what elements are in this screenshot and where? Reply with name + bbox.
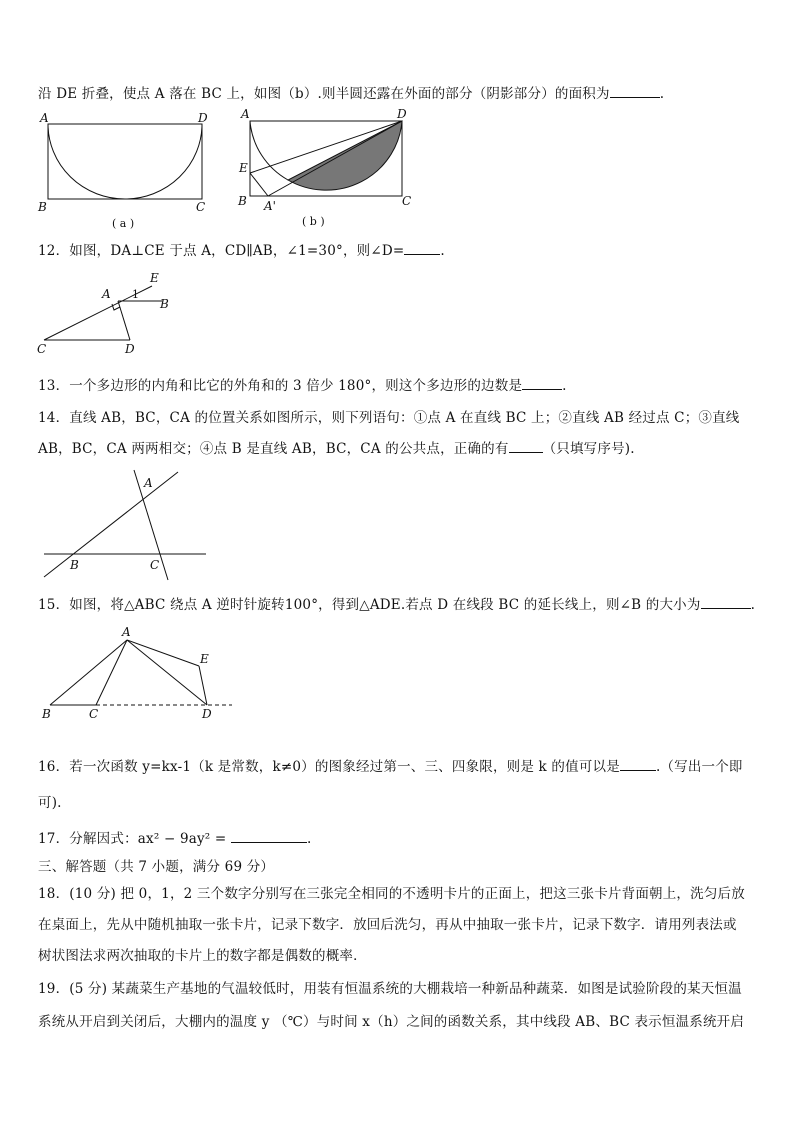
q18-line1: 18．(10 分) 把 0，1，2 三个数字分别写在三张完全相同的不透明卡片的正面上，把这三张卡片背面朝上，洗匀后放 bbox=[38, 886, 745, 902]
fig12-label-E: E bbox=[150, 271, 159, 285]
q17-text-before: 17．分解因式：ax² − 9ay² = bbox=[38, 831, 227, 847]
fig12-angle-1: 1 bbox=[132, 288, 139, 301]
q18-line2: 在桌面上，先从中随机抽取一张卡片，记录下数字．放回后洗匀，再从中抽取一张卡片，记录下数字．请用列表法或 bbox=[38, 917, 737, 933]
q15-text-after: . bbox=[750, 597, 756, 613]
figure-11b bbox=[236, 108, 426, 232]
fig11b-label-C: C bbox=[402, 194, 412, 208]
fig11a-label-C: C bbox=[196, 200, 206, 214]
q12-text bbox=[38, 239, 445, 259]
fig14-label-A: A bbox=[144, 476, 153, 490]
q12-text-before: 12．如图，DA⊥CE 于点 A，CD∥AB，∠1=30°，则∠D= bbox=[38, 243, 405, 259]
section-3-title: 三、解答题（共 7 小题，满分 69 分） bbox=[38, 859, 275, 875]
figure-11a bbox=[36, 110, 216, 230]
q15-text-before: 15．如图，将△ABC 绕点 A 逆时针旋转100°，得到△ADE.若点 D 在线段 BC 的延长线上，则∠B 的大小为 bbox=[38, 597, 701, 613]
answer-blank bbox=[522, 377, 562, 390]
figure-15 bbox=[36, 624, 246, 724]
q19-line1: 19．(5 分) 某蔬菜生产基地的气温较低时，用装有恒温系统的大棚栽培一种新品种蔬菜．如图是试验阶段的某天恒温 bbox=[38, 981, 742, 997]
fig11b-label-A: A bbox=[241, 107, 250, 121]
fig11b-label-A-prime: A' bbox=[264, 199, 276, 213]
fig11a-label-A: A bbox=[40, 111, 49, 125]
fig11b-label-B: B bbox=[238, 194, 247, 208]
fig12-label-A: A bbox=[102, 287, 111, 301]
answer-blank bbox=[620, 758, 656, 771]
fig11b-label-D: D bbox=[397, 107, 407, 121]
q16-text bbox=[38, 755, 743, 775]
answer-blank bbox=[509, 440, 543, 453]
fig12-label-B: B bbox=[160, 297, 169, 311]
fig11a-label-D: D bbox=[198, 111, 208, 125]
q19-line2: 系统从开启到关闭后，大棚内的温度 y （℃）与时间 x（h）之间的函数关系，其中线段 AB、BC 表示恒温系统开启 bbox=[38, 1014, 745, 1030]
fig12-label-C: C bbox=[37, 342, 47, 356]
q13-text bbox=[38, 374, 567, 394]
fig14-label-B: B bbox=[70, 558, 79, 572]
q14-line2-before: AB，BC，CA 两两相交；④点 B 是直线 AB，BC，CA 的公共点，正确的有 bbox=[38, 441, 509, 457]
q13-text-after: . bbox=[562, 378, 567, 394]
fig11b-label-E: E bbox=[239, 161, 248, 175]
fig11b-caption: ( b ) bbox=[302, 215, 325, 228]
q15-text bbox=[38, 593, 755, 613]
answer-blank bbox=[231, 830, 307, 843]
fig15-label-E: E bbox=[200, 652, 209, 666]
q17-text-after: . bbox=[306, 831, 312, 847]
fig15-label-C: C bbox=[89, 707, 99, 721]
figure-14 bbox=[40, 466, 220, 586]
q11-text-before: 沿 DE 折叠，使点 A 落在 BC 上，如图（b）.则半圆还露在外面的部分（阴影部分）的面积为 bbox=[38, 86, 610, 102]
q16-text-after: .（写出一个即 bbox=[655, 759, 743, 775]
q14-line2-after: （只填写序号). bbox=[542, 441, 635, 457]
fig11a-caption: ( a ) bbox=[112, 217, 135, 230]
figure-12 bbox=[34, 268, 184, 358]
fig15-label-A: A bbox=[122, 625, 131, 639]
answer-blank bbox=[610, 85, 660, 98]
q11-text bbox=[38, 82, 664, 102]
fig12-label-D: D bbox=[125, 342, 135, 356]
q18-line3: 树状图法求两次抽取的卡片上的数字都是偶数的概率． bbox=[38, 948, 367, 964]
q11-text-after: . bbox=[659, 86, 665, 102]
answer-blank bbox=[701, 596, 751, 609]
shaded-region bbox=[288, 121, 402, 190]
answer-blank bbox=[404, 242, 440, 255]
q14-line2 bbox=[38, 437, 635, 457]
fig11a-label-B: B bbox=[38, 200, 47, 214]
fig15-label-D: D bbox=[202, 707, 212, 721]
q13-text-before: 13．一个多边形的内角和比它的外角和的 3 倍少 180°，则这个多边形的边数是 bbox=[38, 378, 523, 394]
q16-text-before: 16．若一次函数 y=kx-1（k 是常数，k≠0）的图象经过第一、三、四象限，则是 k 的值可以是 bbox=[38, 759, 620, 775]
fig14-label-C: C bbox=[150, 558, 160, 572]
q16-line2: 可). bbox=[38, 795, 62, 811]
q14-line1: 14．直线 AB，BC，CA 的位置关系如图所示，则下列语句：①点 A 在直线 BC 上；②直线 AB 经过点 C；③直线 bbox=[38, 410, 740, 426]
q17-text bbox=[38, 827, 311, 847]
fig15-label-B: B bbox=[42, 707, 51, 721]
q12-text-after: . bbox=[440, 243, 445, 259]
